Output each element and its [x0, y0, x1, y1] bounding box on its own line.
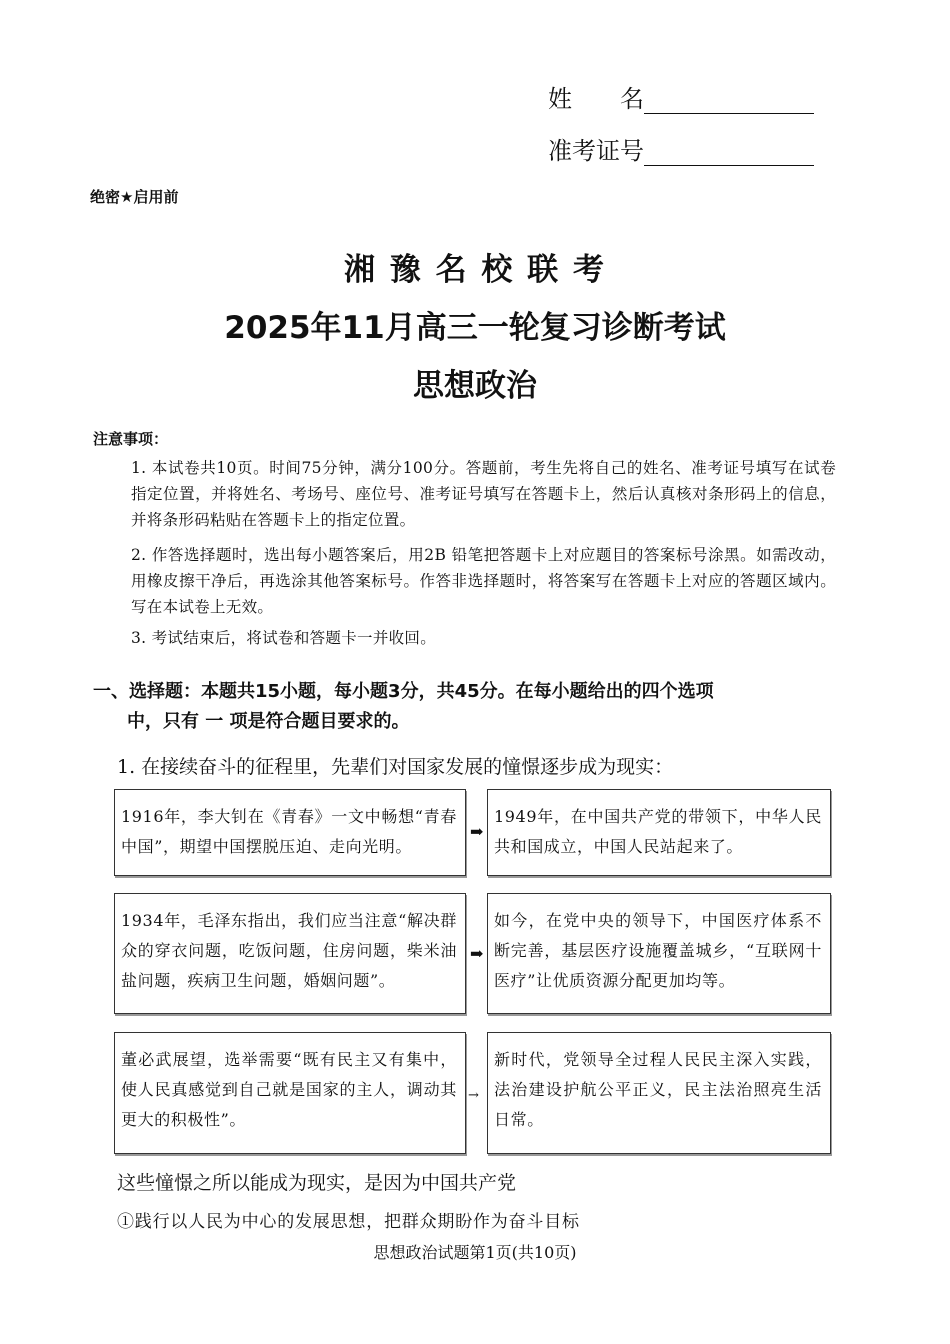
- exam-id-field: [548, 136, 814, 166]
- question-1-stem: 1. 在接续奋斗的征程里，先辈们对国家发展的憧憬逐步成为现实：: [117, 756, 674, 778]
- timeline-box-1934: 1934年，毛泽东指出，我们应当注意“解决群众的穿衣问题，吃饭问题，住房问题，柴米油盐问题，疾病卫生问题，婚姻问题”。: [114, 893, 466, 1014]
- notice-item-1: 1. 本试卷共10页。时间75分钟，满分100分。答题前，考生先将自己的姓名、准考证号填写在试卷指定位置，并将姓名、考场号、座位号、准考证号填写在答题卡上，然后认真核对条形码上的信息，并将条形码粘贴在答题卡上的指定位置。: [131, 459, 836, 529]
- title-line1: 湘 豫 名 校 联 考: [344, 252, 606, 288]
- exam-id-blank: [644, 139, 814, 166]
- page-footer: 思想政治试题第1页(共10页): [373, 1243, 577, 1262]
- name-label: 姓 名: [548, 85, 644, 113]
- timeline-box-healthcare: 如今，在党中央的领导下，中国医疗体系不断完善，基层医疗设施覆盖城乡，“互联网十医疗”让优质资源分配更加均等。: [487, 893, 831, 1014]
- section1-heading-line1: 一、选择题：本题共15小题，每小题3分，共45分。在每小题给出的四个选项: [93, 681, 714, 702]
- section1-heading-line2: 中，只有 一 项是符合题目要求的。: [127, 711, 410, 732]
- secret-mark: 绝密★启用前: [90, 188, 179, 206]
- arrow-right-icon: ➡: [470, 944, 484, 963]
- timeline-box-1916: 1916年，李大钊在《青春》一文中畅想“青春中国”，期望中国摆脱压迫、走向光明。: [114, 789, 466, 876]
- timeline-box-new-era: 新时代，党领导全过程人民民主深入实践，法治建设护航公平正义，民主法治照亮生活日常。: [487, 1032, 831, 1154]
- question-1-option-1: ①践行以人民为中心的发展思想，把群众期盼作为奋斗目标: [117, 1212, 580, 1232]
- title-line3: 思想政治: [413, 368, 537, 404]
- exam-id-label: 准考证号: [548, 137, 644, 165]
- notice-label: 注意事项：: [93, 430, 169, 448]
- notice-item-3: 3. 考试结束后，将试卷和答题卡一并收回。: [131, 629, 437, 647]
- arrow-right-icon: ➡: [470, 822, 484, 841]
- question-1-tail: 这些憧憬之所以能成为现实，是因为中国共产党: [117, 1172, 517, 1194]
- title-line2: 2025年11月高三一轮复习诊断考试: [224, 310, 726, 346]
- name-blank: [644, 87, 814, 114]
- timeline-box-1949: 1949年，在中国共产党的带领下，中华人民共和国成立，中国人民站起来了。: [487, 789, 831, 876]
- name-field: [548, 84, 814, 114]
- arrow-right-icon: →: [468, 1088, 479, 1103]
- timeline-box-dongbiwu: 董必武展望，选举需要“既有民主又有集中，使人民真感觉到自己就是国家的主人，调动其更大的积极性”。: [114, 1032, 466, 1154]
- notice-item-2: 2. 作答选择题时，选出每小题答案后，用2B 铅笔把答题卡上对应题目的答案标号涂黑。如需改动，用橡皮擦干净后，再选涂其他答案标号。作答非选择题时，将答案写在答题卡上对应的答题区域内。写在本试卷上无效。: [131, 546, 836, 616]
